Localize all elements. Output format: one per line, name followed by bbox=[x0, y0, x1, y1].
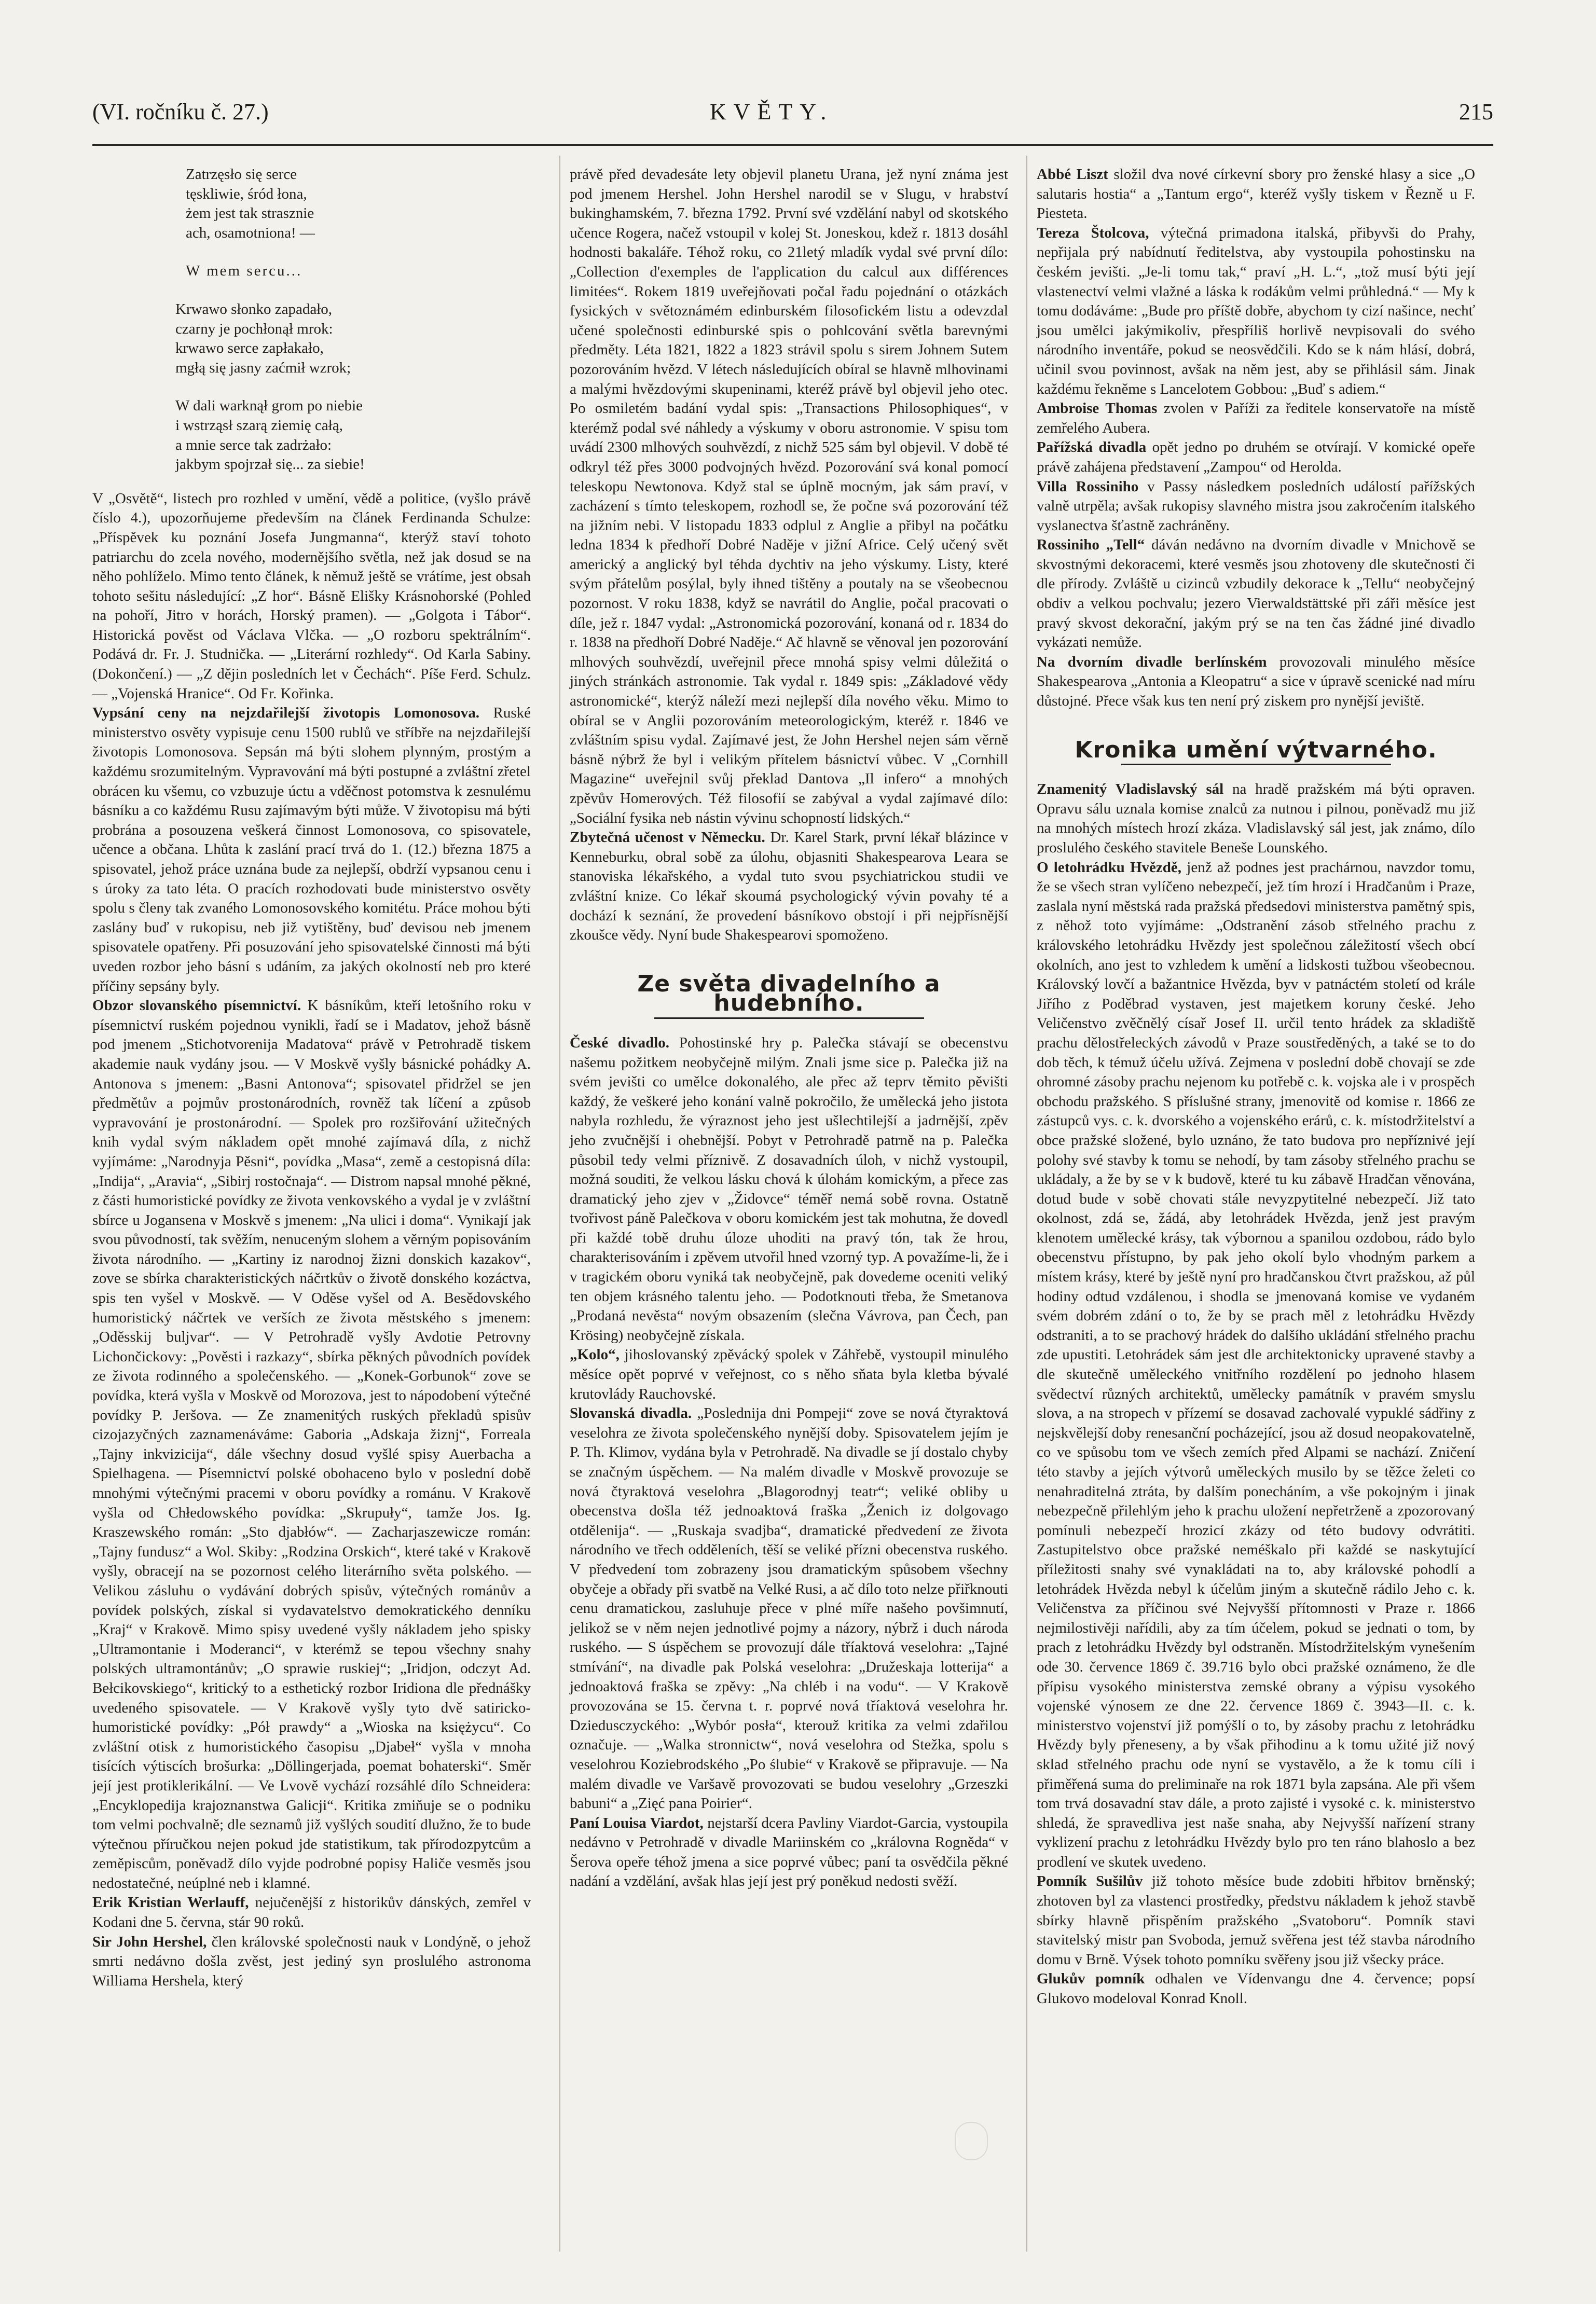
paragraph-ceske: Pohostinské hry p. Palečka stávají se obecenstvu našemu požitkem neobyčejně milým. Znali jsme sice p. Palečka již na svém jevišti co umělce dokonalého, ale přec až teprv těmito pěvišti každý, že veškeré jeho konání valně pokročilo, že umělecká jeho jistota nabyla rozhledu, že výraznost jeho jest ušlechtilejší a jadrnější, zpěv jeho zvučnější i ohebnější. Pobyt v Petrohradě patrně na p. Palečka působil tedy velmi příznivě. Z dosavadních úloh, v nichž vystoupil, možná souditi, že velkou lásku chová k úlohám komickým, a přece zas dramatický jeho zjev v „Židovce“ téměř nemá sobě rovna. Ostatně tvořivost páně Palečkova v oboru komickém jest tak mohutna, že dovedl při každé tobě druhu úloze uhoditi na pravý tón, tak že hrou, charakterisováním i zpěvem utvořil hned vzorný typ. A považíme-li, že i v tragickém oboru vyniká tak neobyčejně, pak dovedeme oceniti veliký ten objem krásného talentu jeho. — Podotknouti třeba, že Smetanova „Prodaná nevěsta“ novým obsazením (slečna Vávrova, pan Čech, pan Krösing) neobyčejně získala. bbox=[570, 1034, 1008, 1344]
paragraph-letohradek: jenž až podnes jest prachárnou, navzdor tomu, že se všech stran vylíčeno nebezpečí, jež tím hrozí i Hradčanům i Praze, zaslala nyní městská rada pražská předsedovi ministerstva pamětný spis, z něhož toto vyjímáme: „Odstranění zásob střelného prachu z královského letohrádku Hvězdy jest společnou záležitostí všech obcí okolních, ano jest to vzhledem k umění a lidskosti tužbou všeobecnou. Královský lovčí a bažantnice Hvězda, byv v patnáctém století od krále Jiřího z Poděbrad vystaven, jest majetkem koruny české. Jeho Veličenstvo zvěčnělý císař Josef II. určil tento hrádek za skladiště prachu dělostřeleckých závodů v Praze soustředěných, a také se to do dob těch, k témuž účelu užívá. Zejmena v poslední době chovají se zde ohromné zásoby prachu nejenom ku potřebě c. k. vojska ale i v prospěch obchodu pražského. S příslušné strany, jmenovitě od komise r. 1866 ze zástupců vys. c. k. dvorského a vojenského erárů, c. k. místodržitelství a obce pražské složené, bylo uznáno, že tato budova pro nepříznivé její polohy své stavby k tomu se nehodí, by tam zásoby střelného prachu se ukládaly, a že by se v k budově, které tu ku zábavě Hradčan věnována, dotud bude v sobě chovati stále nevyzpytitelné nebezpečí. Již tato okolnost, zdá se, žádá, aby letohrádek Hvězda, jenž jest pravým klenotem umělecké krásy, tak výbornou a spanilou ozdobou, rádo bylo obecenstvu přístupno, by pak jeho okolí bylo vhodným parkem a místem krásy, které by ještě nyní pro hradčanskou čtvrt pražskou, až půl hodiny odtud vzdálenou, i shodla se jmenovaná komise ve vydaném svém dobrém zdání o to, že by se prach měl z letohrádku Hvězdy odstraniti, a to se prachový hrádek do dalšího ukládání střelného prachu zde upustiti. Letohrádek sám jest dle architektonicky upravené stavby a dle skutečně uměleckého vnitřního rozdělení po jednoho hlasem svědectví různých architektů, umělecky památník v pravém smyslu slova, a na stropech v přízemí se dosavad zachovalé vypuklé sádřiny z nejskvělejší doby renesanční pocházející, jsou až dosud neopakovatelně, co ve spůsobu tom ve všech zemích před Alpami se nachází. Zničení této stavby a jejích výtvorů uměleckých musilo by se těžce želeti co nenahraditelná ztráta, by dalším ponecháním, a vše pokojným i jinak nebezpečně přilehlým jeho k prachu uložení nepřetrženě a zpozorovaný pomínuli nebezpečí hrozicí zkázy od této budovy odvrátiti. Zastupitelstvo obce pražské neméškalo při každé se naskytující příležitosti snahy své vynakládati na to, aby královské pohodlí a letohrádek Hvězda nebyl k účelům jiným a skutečně rádilo Jeho c. k. Veličenstva za příčinou své Nejvyšší přítomnosti v Praze r. 1866 nejmilostivěji nařídili, aby za tím účelem, pokud se jednati o tom, by prach z letohrádku Hvězdy byl odstraněn. Místodržitelským vynešením ode 30. července 1869 č. 39.716 bylo obci pražské oznámeno, že dle přípisu vysokého ministerstva zemské obrany a výpisu vysokého vojenské výnosem ze dne 22. července 1869 č. 3943—II. c. k. ministerstvo vojenství již pomýšlí o to, by zásoby prachu z letohrádku Hvězdy byly přeneseny, a by však přihodinu a k tomu užité již nový sklad střelného prachu ode nyní se vystavělo, a že k tomu cíli i přiměřená suma do preliminaře na rok 1871 byla zapsána. Ale při všem tom trvá dosavadní stav dále, a proto zajisté i vysoké c. k. ministerstvo shledá, že spravedliva jest naše snaha, aby Nejvyšší nařízení strany vyklizení prachu z letohrádku Hvězdy bylo pro ten ráno blahoslo a bez prodlení ve skutek uvedeno. bbox=[1037, 859, 1476, 1870]
paragraph-lomonosov: Ruské ministerstvo osvěty vypisuje cenu 1500 rublů ve stříbře na nejzdařilejší životopis Lomonosova. Sepsán má býti slohem plynným, prostým a každému srozumitelným. Vypravování má býti postupné a zvláštní zřetel obrácen ku všemu, co vzbuzuje úctu a vděčnost potomstva k zesnulému básníku a co každému Rusu zajímavým býti může. V životopisu má býti probrána a posouzena veškerá činnost Lomonosova, co spisovatele, učence a občana. Lhůta k zaslání prací trvá do 1. (12.) března 1875 a spisovatel, jehož práce uznána bude za nejlepší, obdrží vypsanou cenu i s úroky za tato léta. O pracích rozhodovati bude ministerstvo osvěty spolu s členy tak zvaného Lomonosovského komitétu. Práce mohou býti zaslány buď v rukopisu, neb již vytištěny, buď devisou neb jmenem spisovatele opatřeny. Při posuzování jeho spisovatelské činnosti má býti uveden rozbor jeho básní s udáním, za jakých okolností neb pro které příčiny sepsány byly. bbox=[92, 705, 531, 995]
paragraph-stark: Dr. Karel Stark, první lékař blázince v Kenneburku, obral sobě za úlohu, objasniti Shakespearova Leara se stanoviska lékařského, a vydal tuto svou psychiatrickou studii ve zvláštní knize. Co lékař skoumá psychologický vývin povahy té a dochází k seznání, že provedení básníkovo obstojí i při nejpřísnější zkoušce vědy. Nyní bude Shakespearovi spomoženo. bbox=[570, 829, 1008, 944]
header-issue: (VI. ročníku č. 27.) bbox=[92, 99, 269, 125]
page-number: 215 bbox=[1459, 99, 1493, 125]
paragraph-viardot: nejstarší dcera Pavliny Viardot-Garcia, vystoupila nedávno v Petrohradě v divadle Mariinském co „královna Rogněda“ v Šerova opeře téhož jmena a sice poprvé vůbec; paní ta osvědčila pěkné nadání a vzdělání, avšak hlas její jest prý poněkud nedosti svěží. bbox=[570, 1814, 1009, 1890]
heading-thomas: Ambroise Thomas bbox=[1037, 400, 1158, 417]
poem-title: W mem sercu... bbox=[186, 263, 302, 280]
paragraph-liszt: složil dva nové církevní sbory pro ženské hlasy a sice „O salutaris hostia“ a „Tantum ergo“, kteréž vyšly tiskem v Řezně u F. Piesteta. bbox=[1037, 166, 1476, 222]
poem-line: mgłą się jasny zaćmił wzrok; bbox=[175, 359, 351, 376]
column-2 bbox=[570, 165, 1008, 1892]
column-divider bbox=[559, 156, 560, 2252]
paragraph-hershel-cont: právě před devadesáte lety objevil planetu Urana, jež nyní známa jest pod jmenem Hershel. John Hershel narodil se v Slugu, v hrabství bukinghamském, 7. března 1792. První své vzdělání nabyl od skotského učence Rogera, načež vstoupil v kolej St. Joneskou, kdež r. 1813 dosáhl hodnosti bakaláře. Téhož roku, co 21letý mladík vydal své první dílo: „Collection d'exemples de l'application du calcul aux différences limitées“. Rokem 1819 uveřejňovati počal řadu pojednání o otázkách fysických v světoznámém edinburském filosofickém listu a odevzdal učené společnosti edinburské spis o pohlcování světla barevnými předměty. Léta 1821, 1822 a 1823 strávil spolu s sirem Johnem Sutem pozorováním hvězd. V létech následujících obíral se hlavně mlhovinami a malými hvězdovými skupeninami, kteréž právě byl objevil jeho otec. Po osmiletém badání vydal spis: „Transactions Philosophiques“, v kterémž podal své náhledy a výskumy v oboru astronomie. V spisu tom uvádí 2300 mlhových souhvězdí, z nichž 525 sám byl objevil. V době té odkryl též přes 3000 podvojných hvězd. Pozorování svá konal pomocí teleskopu Newtonova. Když stal se úplně mocným, jak sám praví, v zacházení s tímto teleskopem, rozhodl se, že počne svá pozorování též na jižním nebi. V listopadu 1833 odplul z Anglie a přibyl na počátku ledna 1834 k předhoří Dobré Naděje v jižní Africe. Celý učený svět americký a anglický byl téhda dychtiv na jeho výskumy. Listy, které svým přátelům posýlal, byly ihned tištěny a poutaly na se všeobecnou pozornost. V roku 1838, když se navrátil do Anglie, počal pracovati o díle, jež r. 1847 vydal: „Astronomická pozorování, konaná od r. 1834 do r. 1838 na předhoří Dobré Naděje.“ Ač hlavně se věnoval jen pozorování mlhových souhvězdí, uveřejnil přece mnohá spisy velmi důležitá o jiných stránkách astronomie. Tak vydal r. 1849 spis: „Základové vědy astronomické“, kterýž náleží mezi nejlepší díla nového věku. Mimo to obíral se v Anglii pozorováním meteorologickým, kteréž r. 1846 ve zvláštním spisu vydal. Zajímavé jest, že John Hershel nejen sám věrně básně nýbrž že byl i velikým přítelem básnictví vůbec. V „Cornhill Magazine“ uveřejnil svůj překlad Dantova „Il infero“ a mnohých zpěvův Homerových. Též filosofií se zabýval a vydal zajímavé dílo: „Sociální fysika neb nástin vývinu schopností lidských.“ bbox=[570, 166, 1008, 826]
paragraph-slovan: K básníkům, kteří letošního roku v písemnictví ruském pojednou vynikli, řadí se i Madatov, jehož básně pod jmenem „Stichotvorenija Madatova“ právě v Petrohradě tiskem akademie nauk vydány jsou. — V Moskvě vyšly básnické pohádky A. Antonova s jmenem: „Basni Antonova“; spisovatel přidržel se jen předmětův a pojmův prostonárodních, rovněž tak líčení a způsob vypravování je prostonárodní. — Spolek pro rozšiřování užitečných knih vydal svým nákladem opět mnohé zajímavá díla, z nichž vyjímáme: „Narodnyja Pěsni“, povídka „Masa“, země a cestopisná díla: „Indija“, „Aravia“, „Sibirj rostočnaja“. — Distrom napsal mnohé pěkné, z části humoristické povídky ze života venkovského a vydal je v zvláštní sbírce u Jogansena v Moskvě s jmenem: „Na ulici i doma“. Vynikají jak svou původností, tak svěžím, nenuceným slohem a věrným popisováním života národního. — „Kartiny iz narodnoj žizni donskich kazakov“, zove se sbírka charakteristických náčrtkův o životě donského kozáctva, spis ten vyšel v Moskvě. — V Oděse vyšel od A. Besědovského humoristický náčrtek ve verších ze života městského s jmenem: „Oděsskij buljvar“. — V Petrohradě vyšly Avdotie Petrovny Lichončickovy: „Pověsti i razkazy“, sbírka pěkných původních povídek ze života rodinného a společenského. — „Konek-Gorbunok“ zove se povídka, která vyšla v Moskvě od Morozova, jest to nápodobení výtečné povídky P. Jeršova. — Ze znamenitých ruských překladů spisův cizojazyčných zaznamenáváme: Gaboria „Adskaja žiznj“, Forreala „Tajny inkvizicija“, dále všechny dosud vyšlé spisy Auerbacha a Spielhagena. — Písemnictví polské obohaceno bylo v poslední době mnohými výtečnými pracemi v oboru povídky a románu. V Krakově vyšla od Chłedowského povídka: „Skrupuły“, tamže Jos. Ig. Kraszewského román: „Sto djabłów“. — Zacharjaszewicze román: „Tajny fundusz“ a Wol. Skiby: „Rodzina Orskich“, které také v Krakově vyšly, obracejí na se pozornost celého literárního světa polského. — Velikou zásluhu o vydávání dobrých spisův, výtečných románův a povídek polských, získal si vydavatelstvo demokratického denníku „Kraj“ v Krakově. Mimo spisy uvedené vyšly nákladem jeho spisky „Ultramontanie i Moderanci“, v kterémž se tepou všechny snahy polských ultramontánův; „O sprawie ruskiej“; „Iridjon, odczyt Ad. Bełcikovskiego“, kritický to a esthetický rozbor Iridiona dle přednášky uvedeného spisovatele. — V Krakově vyšly tyto dvě satiricko-humoristické povídky: „Pół prawdy“ a „Wioska na księżycu“. Co zvláštní otisk z humoristického časopisu „Djabeł“ vyšla v mnoha tisících výtiscích brošurka: „Döllingerjada, poemat bohaterski“. Směr její jest protiklerikální. — Ve Lvově vychází rozsáhlé dílo Schneidera: „Encyklopedija krajoznanstwa Galicji“. Kritika zmiňuje se o podniku tom velmi pochvalně; dle seznamů již vyšlých soudití dlužno, že to bude výtečnou příručkou nejen pokud jde statistikum, tak přírodozpytcům a zeměpiscům, poněvadž dílo vyjde podrobné popisy Haliče vesměs jsou nedostatečné, neúplné neb i klamné. bbox=[92, 997, 531, 1892]
poem-line: krwawo serce zapłakało, bbox=[175, 340, 324, 357]
heading-sal: Znamenitý Vladislavský sál bbox=[1037, 781, 1224, 798]
heading-gluck: Glukův pomník bbox=[1037, 1970, 1145, 1988]
header-title: KVĚTY. bbox=[710, 99, 834, 125]
heading-hershel: Sir John Hershel, bbox=[92, 1933, 207, 1950]
running-header bbox=[92, 99, 1493, 140]
heading-ceske: České divadlo. bbox=[570, 1034, 670, 1051]
section-title: Kronika umění výtvarného. bbox=[1075, 736, 1437, 763]
paragraph-berlin: provozovali minulého měsíce Shakespearova „Antonia a Kleopatru“ a sice v úpravě scenické nad míru důstojné. Přece však kus ten není prý ziskem pro nynější jeviště. bbox=[1037, 653, 1475, 710]
poem-line: Zatrzęsło się serce bbox=[186, 166, 297, 183]
heading-tell: Rossiniho „Tell“ bbox=[1037, 536, 1145, 554]
heading-rossini: Villa Rossiniho bbox=[1037, 478, 1139, 495]
heading-slovan: Obzor slovanského písemnictví. bbox=[92, 997, 301, 1014]
poem-line: ach, osamotniona! — bbox=[186, 224, 315, 241]
heading-berlin: Na dvorním divadle berlínském bbox=[1037, 653, 1267, 670]
paragraph-werlauff: nejučenější z historikův dánských, zemřel v Kodani dne 5. června, stár 90 roků. bbox=[92, 1894, 531, 1931]
column-3 bbox=[1037, 165, 1475, 2009]
column-1 bbox=[92, 165, 531, 1991]
paragraph-kolo: jihoslovanský zpěvácký spolek v Záhřebě, vystoupil minulého měsíce opět poprvé v veřejnost, co s něho sňata byla kletba bývalé krutovlády Rauchovské. bbox=[570, 1346, 1008, 1402]
paragraph-slovanska: „Poslednija dni Pompeji“ zove se nová čtyraktová veselohra ze života společenského nynější doby. Spisovatelem jejím je P. Th. Klimov, vydána byla v Petrohradě. Na divadle se jí dostalo chyby se značným úspěchem. — Na malém divadle v Moskvě provozuje se nová čtyraktová veselohra „Blagorodnyj teatr“; veliké obliby u obecenstva došla též jednoaktová fraška „Ženich iz dolgovago otdělenija“. — „Ruskaja svadjba“, dramatické předvedení ze života národního ve třech odděleních, těší se veliké přízni obecenstva ruského. V předvedení tom zobrazeny jsou dramatickým spůsobem všechny obyčeje a obřady při svatbě na Velké Rusi, a ač dílo toto nelze přiřknouti cenu dramatickou, zasluhuje přece v plné míře našeho povšimnutí, jelikož se v něm nejen jednotlivé pojmy a názory, nýbrž i duch národa ruského. — S úspěchem se provozují dále tříaktová veselohra: „Tajné stmívání“, na divadle pak Polská veselohra: „Družeskaja lotterija“ a jednoaktová fraška se zpěvy: „Na chléb i na vodu“. — V Krakově provozována se 15. června t. r. poprvé nová tříaktová veselohra hr. Dziedusczyckého: „Wybór posła“, kterouž kritika za velmi zdařilou označuje. — „Walka stronnictw“, nová veselohra od Stežka, spolu s veselohrou Koziebrodského „Po ślubie“ v Krakově se připravuje. — Na malém divadle ve Varšavě provozovati se budou veselohry „Grzeszki babuni“ a „Zięć pana Poirier“. bbox=[570, 1405, 1008, 1812]
library-stamp bbox=[955, 2122, 988, 2160]
heading-stark: Zbytečná učenost v Německu. bbox=[570, 829, 765, 846]
paragraph-thomas: zvolen v Paříži za ředitele konservatoře na místě zemřelého Aubera. bbox=[1037, 400, 1475, 436]
paragraph-osveta: V „Osvětě“, listech pro rozhled v umění, vědě a politice, (vyšlo právě číslo 4.), upozorňujeme především na článek Ferdinanda Schulze: „Příspěvek ku poznání Josefa Jungmanna“, kterýž staví tohoto patriarchu do zcela nového, modernějšího světla, než jak dosud se na něho pohlíželo. Mimo tento článek, k němuž ještě se vrátíme, jest obsah tohoto sešitu následující: „Z hor“. Básně Elišky Krásnohorské (Pohled na pohoří, Jitro v horách, Horský pramen). — „Golgota i Tábor“. Historická pověst od Václava Vlčka. — „O rozboru spektrálním“. Podává dr. Fr. J. Studnička. — „Literární rozhledy“. Od Karla Sabiny. (Dokončení.) — „Z dějin posledních let v Čechách“. Píše Ferd. Schulz. — „Vojenská Hranice“. Od Fr. Kořinka. bbox=[92, 490, 531, 702]
paragraph-sal: na hradě pražském má býti opraven. Opravu sálu uznala komise znalců za nutnou i pilnou, poněvadž mu již na mnohých místech hrozí zkáza. Vladislavský sál jest, jak známo, dílo proslulého českého stavitele Beneše Lounského. bbox=[1037, 781, 1475, 856]
heading-stolcova: Tereza Štolcova, bbox=[1037, 224, 1149, 241]
heading-slovanska: Slovanská divadla. bbox=[570, 1405, 692, 1422]
section-underline bbox=[654, 1017, 924, 1019]
poem-line: żem jest tak strasznie bbox=[186, 205, 314, 222]
poem-line: i wstrząsł szarą ziemię całą, bbox=[175, 417, 343, 434]
paragraph-hershel: člen královské společnosti nauk v Londýně, o jehož smrti nedávno došla zvěst, jest jediný syn proslulého astronoma Williama Hershela, který bbox=[92, 1933, 531, 1989]
section-underline bbox=[1121, 764, 1391, 765]
heading-lomonosov: Vypsání ceny na nejzdařilejší životopis Lomonosova. bbox=[92, 705, 480, 722]
section-title: Ze světa divadelního a hudebního. bbox=[637, 970, 941, 1017]
header-rule bbox=[92, 144, 1493, 146]
column-divider bbox=[1026, 156, 1027, 2252]
paragraph-susil: již tohoto měsíce bude zdobiti hřbitov brněnský; zhotoven byl za vlastenci prostředky, předstvu nákladem k jehož stavbě sbírky hlavně přispěním pražského „Svatoboru“. Pomník stavi stavitelský mistr pan Svoboda, jemuž svěřena jest též stavba národního domu v Brně. Výsek tohoto pomníku svěřeny jsou již všecky práce. bbox=[1037, 1873, 1475, 1968]
heading-kolo: „Kolo“, bbox=[570, 1346, 620, 1363]
poem-line: Krwawo słonko zapadało, bbox=[175, 300, 332, 318]
poem-line: a mnie serce tak zadrżało: bbox=[175, 436, 332, 453]
poem-line: czarny je pochłonął mrok: bbox=[175, 320, 333, 337]
heading-werlauff: Erik Kristian Werlauff, bbox=[92, 1894, 249, 1911]
heading-letohradek: O letohrádku Hvězdě, bbox=[1037, 859, 1182, 876]
paragraph-tell: dáván nedávno na dvorním divadle v Mnichově se skvostnými dekoracemi, které vesměs jsou zhotoveny dle skutečnosti či dle přírody. Zvláště u cizinců vzbudily dekorace k „Tellu“ neobyčejný obdiv a velkou pochvalu; jezero Vierwaldstättské při záři měsíce jest pravý skvost dekorační, jakým prý se na ten čas žádné jiné divadlo vykázati nemůže. bbox=[1037, 536, 1475, 651]
paragraph-parizska: opět jedno po druhém se otvírají. V komické opeře právě zahájena představení „Zampou“ od Herolda. bbox=[1037, 439, 1476, 475]
poem-line: W dali warknął grom po niebie bbox=[175, 397, 363, 415]
paragraph-rossini: v Passy následkem posledních událostí pařížských valně utrpěla; avšak rukopisy slavného mistra jsou zakročením italského vyslanectva šťastně zachráněny. bbox=[1037, 478, 1475, 534]
poem-stanza bbox=[175, 165, 531, 475]
section-heading-art bbox=[1037, 736, 1475, 766]
paragraph-stolcova: výtečná primadona italská, přibyvši do Prahy, nepřijala prý nabídnutí ředitelstva, aby vystoupila pohostinsku na českém jevišti. „Je-li tomu tak,“ praví „H. L.“, „tož musí býti její vlastenectví velmi vlažné a láska k rodákům velmi průhledná.“ — My k tomu dodáváme: „Bude pro příště dobře, abychom ty cizí našince, nechť jsou umělci jakýmikoliv, přespříliš horlivě nevpisovali do svého národního inventáře, pokud se neosvědčili. Kdo se k nám hlásí, dobrá, učinil svou povinnost, avšak na něm jest, aby se přihlásil sám. Jinak každému řekněme s Lancelotem Gobbou: „Buď s adiem.“ bbox=[1037, 224, 1476, 397]
heading-parizska: Pařížská divadla bbox=[1037, 439, 1147, 456]
paragraph-gluck: odhalen ve Vídenvangu dne 4. července; popsí Glukovo modeloval Konrad Knoll. bbox=[1037, 1970, 1475, 2007]
section-heading-theatre bbox=[570, 970, 1008, 1019]
heading-liszt: Abbé Liszt bbox=[1037, 166, 1108, 183]
heading-viardot: Paní Louisa Viardot, bbox=[570, 1814, 704, 1831]
heading-susil: Pomník Sušilův bbox=[1037, 1873, 1143, 1890]
poem-line: jakbym spojrzał się... za siebie! bbox=[175, 456, 365, 473]
poem-line: tęskliwie, śród łona, bbox=[186, 185, 307, 202]
